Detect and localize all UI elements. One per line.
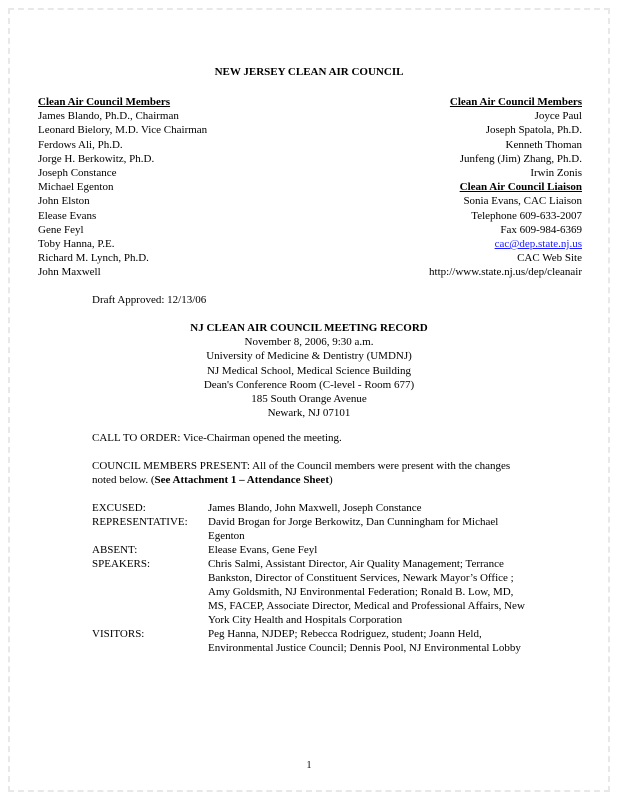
attendance-label: SPEAKERS:	[92, 558, 151, 570]
member-name: Irwin Zonis	[530, 166, 582, 179]
document-page	[8, 8, 610, 792]
meeting-room: Dean's Conference Room (C-level - Room 677)	[203, 378, 415, 391]
member-name: John Maxwell	[38, 266, 101, 279]
meeting-street: 185 South Orange Avenue	[251, 392, 367, 405]
members-left-column	[38, 95, 207, 279]
members-header-right: Clean Air Council Members	[449, 96, 582, 108]
website-url: http://www.state.nj.us/dep/cleanair	[429, 266, 582, 279]
member-name: Richard M. Lynch, Ph.D.	[38, 252, 149, 265]
attendance-value: David Brogan for Jorge Berkowitz, Dan Cunningham for Michael Egenton	[208, 516, 499, 542]
member-name: Joseph Spatola, Ph.D.	[485, 124, 582, 137]
liaison-name: Sonia Evans, CAC Liaison	[463, 195, 582, 208]
member-name: Gene Feyl	[38, 223, 84, 236]
attendance-value: Elease Evans, Gene Feyl	[208, 544, 318, 556]
meeting-date: November 8, 2006, 9:30 a.m.	[244, 336, 374, 349]
member-name: James Blando, Ph.D., Chairman	[38, 110, 179, 123]
attendance-row-excused	[92, 501, 532, 515]
member-name: Elease Evans	[38, 209, 97, 222]
member-name: Kenneth Thoman	[505, 138, 582, 151]
page-number: 1	[306, 760, 312, 771]
member-name: Junfeng (Jim) Zhang, Ph.D.	[459, 152, 582, 165]
liaison-header: Clean Air Council Liaison	[459, 181, 582, 194]
call-to-order-label: CALL TO ORDER:	[92, 432, 181, 444]
meeting-record-heading: NJ CLEAN AIR COUNCIL MEETING RECORD	[190, 322, 428, 334]
meeting-building: NJ Medical School, Medical Science Building	[206, 364, 412, 377]
members-present-paragraph	[92, 459, 532, 487]
attendance-row-representative	[92, 515, 532, 543]
attendance-list	[92, 501, 532, 655]
attendance-value: James Blando, John Maxwell, Joseph Constance	[208, 502, 422, 514]
call-to-order	[92, 431, 342, 445]
member-name: Michael Egenton	[38, 181, 114, 194]
attendance-label: EXCUSED:	[92, 502, 146, 514]
attendance-sheet-reference: See Attachment 1 – Attendance Sheet	[154, 474, 329, 486]
attendance-row-visitors	[92, 627, 532, 655]
meeting-city: Newark, NJ 07101	[267, 407, 351, 420]
meeting-org: University of Medicine & Dentistry (UMDNJ)	[206, 350, 412, 363]
member-name: Toby Hanna, P.E.	[38, 237, 115, 250]
attendance-label: VISITORS:	[92, 628, 145, 640]
members-header-left: Clean Air Council Members	[38, 96, 171, 108]
liaison-email-link[interactable]: cac@dep.state.nj.us	[494, 237, 582, 250]
member-name: John Elston	[38, 195, 90, 208]
attendance-label: ABSENT:	[92, 544, 138, 556]
website-label: CAC Web Site	[517, 252, 582, 265]
attendance-value: Peg Hanna, NJDEP; Rebecca Rodriguez, student; Joann Held, Environmental Justice Council; Dennis Pool, NJ Environmental Lobby	[208, 628, 521, 654]
member-name: Leonard Bielory, M.D. Vice Chairman	[38, 124, 208, 137]
member-name: Jorge H. Berkowitz, Ph.D.	[38, 152, 155, 165]
member-name: Ferdows Ali, Ph.D.	[38, 138, 123, 151]
attendance-value: Chris Salmi, Assistant Director, Air Quality Management; Terrance Bankston, Director of Constituent Services, Newark Mayor’s Office ; Amy Goldsmith, NJ Environmental Federation; Ronald B. Low, MD, MS, FACEP, Associate Director, Medical and Professional Affairs, New York City Health and Hospitals Corporation	[208, 558, 525, 626]
call-to-order-text: Vice-Chairman opened the meeting.	[182, 432, 342, 444]
members-present-close: )	[328, 474, 333, 486]
member-name: Joseph Constance	[38, 166, 117, 179]
members-present-text: COUNCIL MEMBERS PRESENT: All of the Council members were present with the changes noted below. (	[92, 460, 511, 486]
liaison-fax: Fax 609-984-6369	[500, 223, 582, 236]
attendance-label: REPRESENTATIVE:	[92, 516, 188, 528]
attendance-row-absent	[92, 543, 532, 557]
members-right-column	[429, 95, 582, 279]
meeting-record-block	[10, 321, 608, 420]
attendance-row-speakers	[92, 557, 532, 627]
draft-approved: Draft Approved: 12/13/06	[92, 294, 207, 306]
member-name: Joyce Paul	[534, 110, 582, 123]
document-title: NEW JERSEY CLEAN AIR COUNCIL	[214, 66, 404, 78]
liaison-telephone: Telephone 609-633-2007	[471, 209, 582, 222]
